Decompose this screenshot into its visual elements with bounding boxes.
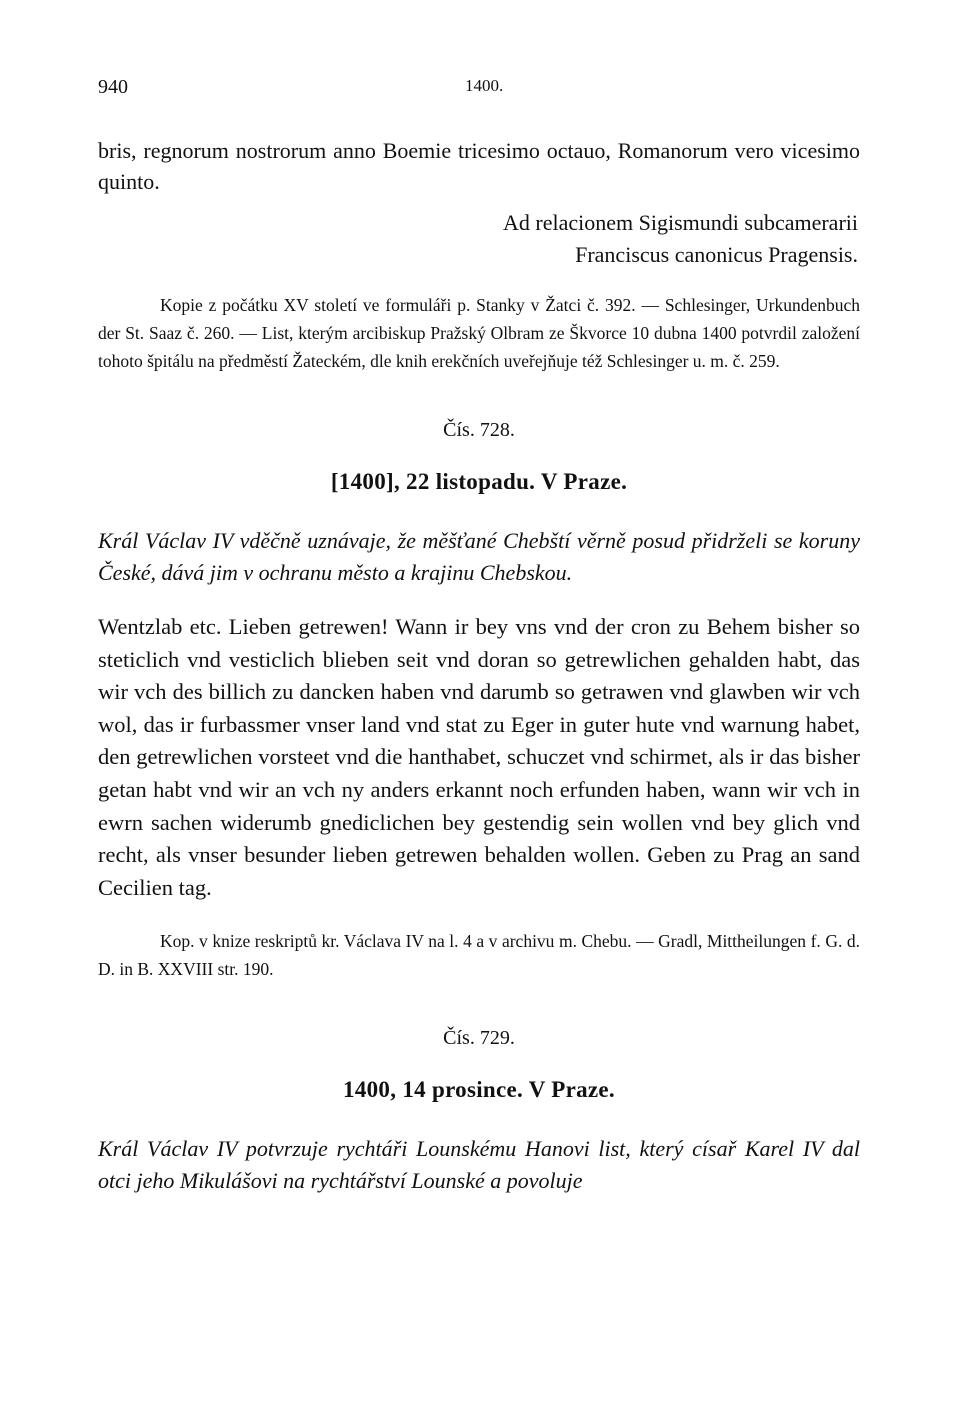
signature-line: Franciscus canonicus Pragensis. <box>575 242 858 267</box>
source-note: Kop. v knize reskriptů kr. Václava IV na l. 4 a v archivu m. Chebu. — Gradl, Mittheilungen f. G. d. D. in B. XXVIII str. 190. <box>98 930 860 979</box>
page <box>98 70 860 1219</box>
document-date: [1400], 22 listopadu. V Praze. <box>330 469 628 494</box>
continuation-text: bris, regnorum nostrorum anno Boemie tricesimo octauo, Romanorum vero vicesimo quinto. <box>98 138 860 194</box>
document-text: Wentzlab etc. Lieben getrewen! Wann ir bey vns vnd der cron zu Behem bisher so steticlich vnd vesticlich blieben seit vnd doran so getrewlichen gehalden habt, das wir vch des billich zu dancken haben vnd darumb so getrawen vnd glawben wir vch wol, das ir furbassmer vnser land vnd stat zu Eger in guter hute vnd warnung habet, den getrewlichen vorsteet vnd die hanthabet, schuczet vnd schirmet, als ir das bisher getan habt vnd wir an vch ny anders erkannt noch erfunden haben, wann wir vch in ewrn sachen widerumb gnediclichen bey gestendig sein wollen vnd bey glich vnd recht, als vnser besunder lieben getrewen behalden wollen. Geben zu Prag an sand Cecilien tag. <box>98 614 860 900</box>
page-header <box>98 70 860 110</box>
document-regest: Král Václav IV vděčně uznávaje, že měšťané Chebští věrně posud přidrželi se koruny České, dává jim v ochranu město a krajinu Chebskou. <box>98 528 860 585</box>
document-number: Čís. 729. <box>443 1026 515 1049</box>
signature-line: Ad relacionem Sigismundi subcamerarii <box>503 210 858 235</box>
document-date: 1400, 14 prosince. V Praze. <box>343 1076 615 1102</box>
page-number: 940 <box>98 76 128 98</box>
running-head: 1400. <box>465 76 504 95</box>
signature <box>98 207 860 271</box>
document-number: Čís. 728. <box>443 419 515 441</box>
source-note: Kopie z počátku XV století ve formuláři p. Stanky v Žatci č. 392. — Schlesinger, Urkundenbuch der St. Saaz č. 260. — List, kterým arcibiskup Pražský Olbram ze Škvorce 10 dubna 1400 potvrdil založení tohoto špitálu na předměstí Žateckém, dle knih erekčních uveřejňuje též Schlesinger u. m. č. 259. <box>98 295 860 371</box>
document-regest: Král Václav IV potvrzuje rychtáři Lounskému Hanovi list, který císař Karel IV dal otci jeho Mikulášovi na rychtářství Lounské a povoluje <box>98 1135 860 1193</box>
